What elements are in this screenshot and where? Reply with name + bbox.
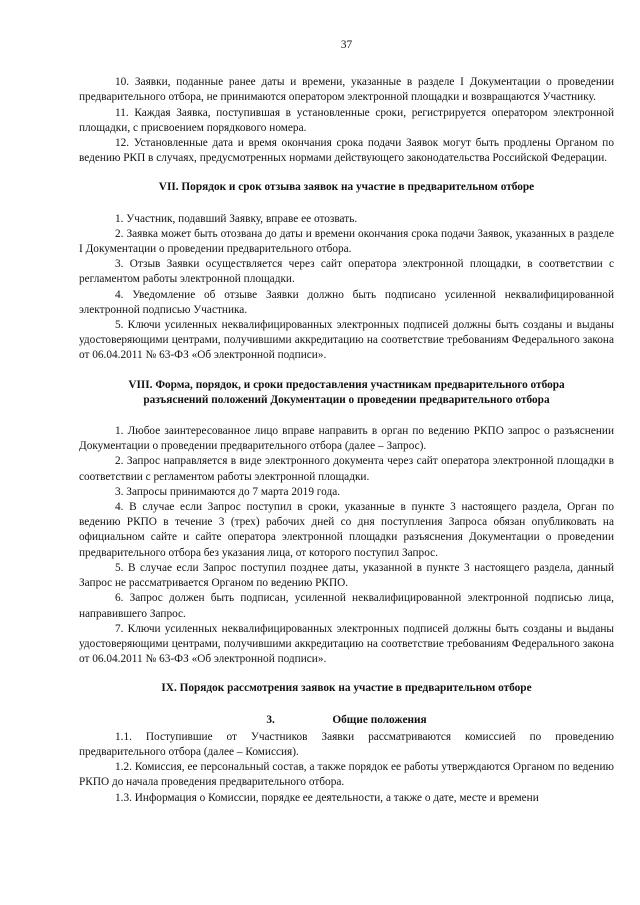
- section-viii: [79, 378, 614, 668]
- paragraph: 10. Заявки, поданные ранее даты и времени, указанные в разделе I Документации о проведении предварительного отбора, не принимаются оператором электронной площадки и возвращаются Участнику.: [79, 76, 614, 104]
- heading-line: разъяснений положений Документации о проведении предварительного отбора: [143, 393, 550, 406]
- paragraph: 6. Запрос должен быть подписан, усиленной неквалифицированной электронной подписью лица, направившего Запрос.: [79, 592, 614, 620]
- section-continuation: [79, 75, 614, 166]
- paragraph: 1.1. Поступившие от Участников Заявки рассматриваются комиссией по проведению предварительного отбора (далее – Комиссия).: [79, 730, 614, 758]
- paragraph: 4. Уведомление об отзыве Заявки должно быть подписано усиленной неквалифицированной электронной подписью Участника.: [79, 288, 614, 316]
- paragraph: 1.3. Информация о Комиссии, порядке ее деятельности, а также о дате, месте и времени: [115, 791, 539, 804]
- paragraph: 5. В случае если Запрос поступил позднее даты, указанной в пункте 3 настоящего раздела, данный Запрос не рассматривается Органом по ведению РКПО.: [79, 561, 614, 590]
- section-ix: [79, 681, 614, 805]
- paragraph: 11. Каждая Заявка, поступившая в установленные сроки, регистрируется оператором электронной площадки, с присвоением порядкового номера.: [79, 106, 614, 134]
- paragraph: 7. Ключи усиленных неквалифицированных электронных подписей должны быть созданы и выданы удостоверяющими центрами, получившими аккредитацию на соответствие требованиям Федерального закона от 06.04.2011 № 63-ФЗ «Об электронной подписи».: [79, 622, 614, 666]
- paragraph: 1. Любое заинтересованное лицо вправе направить в орган по ведению РКПО запрос о разъяснении Документации о проведении предварительного отбора (далее – Запрос).: [79, 425, 614, 453]
- section-heading: [79, 378, 614, 408]
- heading-line: IX. Порядок рассмотрения заявок на участие в предварительном отборе: [161, 682, 532, 695]
- subsection-number: 3.: [266, 713, 275, 726]
- subsection-heading: [79, 713, 614, 728]
- subsection-title: Общие положения: [332, 713, 427, 726]
- paragraph: 3. Запросы принимаются до 7 марта 2019 года.: [115, 485, 341, 498]
- page-number: 37: [340, 39, 353, 51]
- paragraph: 1. Участник, подавший Заявку, вправе ее отозвать.: [115, 212, 358, 225]
- section-heading: [79, 681, 614, 696]
- heading-line: VIII. Форма, порядок, и сроки предоставления участникам предварительного отбора: [128, 378, 565, 391]
- paragraph: 3. Отзыв Заявки осуществляется через сайт оператора электронной площадки, в соответствии с регламентом работы электронной площадки.: [79, 258, 614, 286]
- section-vii: [79, 180, 614, 363]
- paragraph: 1.2. Комиссия, ее персональный состав, а также порядок ее работы утверждаются Органом по ведению РКПО до начала проведения предварительного отбора.: [79, 761, 614, 789]
- paragraph: 2. Запрос направляется в виде электронного документа через сайт оператора электронной площадки в соответствии с регламентом работы электронной площадки.: [79, 455, 614, 483]
- paragraph: 5. Ключи усиленных неквалифицированных электронных подписей должны быть созданы и выданы удостоверяющими центрами, получившими аккредитацию на соответствие требованиям Федерального закона от 06.04.2011 № 63-ФЗ «Об электронной подписи».: [79, 319, 614, 362]
- section-heading: [79, 180, 614, 195]
- paragraph: 2. Заявка может быть отозвана до даты и времени окончания срока подачи Заявок, указанных в разделе I Документации о проведении предварительного отбора.: [79, 227, 614, 256]
- paragraph: 4. В случае если Запрос поступил в сроки, указанные в пункте 3 настоящего раздела, Орган по ведению РКПО в течение 3 (трех) рабочих дней со дня поступления Запроса обязан опубликовать на официальном сайте и сайте оператора электронной площадки разъяснения Документации о проведении предварительного отбора без указания лица, от которого поступил Запрос.: [79, 501, 614, 559]
- paragraph: 12. Установленные дата и время окончания срока подачи Заявок могут быть продлены Органом по ведению РКП в случаях, предусмотренных нормами действующего законодательства Российской Федерации.: [79, 137, 614, 165]
- heading-line: VII. Порядок и срок отзыва заявок на участие в предварительном отборе: [158, 181, 535, 194]
